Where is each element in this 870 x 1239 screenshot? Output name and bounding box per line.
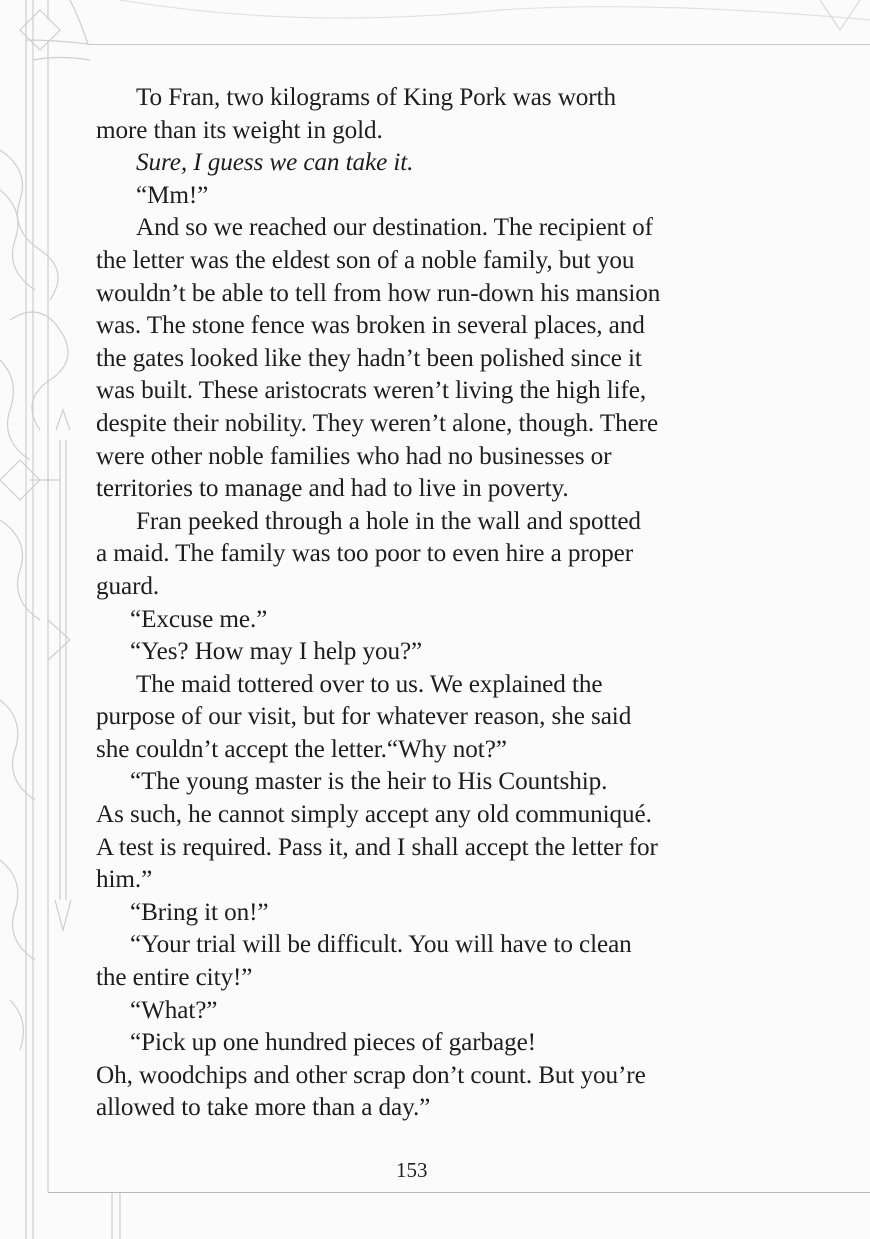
paragraph-3: “Mm!”: [136, 181, 209, 209]
page-number: 153: [396, 1158, 428, 1182]
paragraph-11: “Your trial will be difficult. You will have to clean the entire city!”: [96, 931, 632, 992]
paragraph-7: “Yes? How may I help you?”: [130, 638, 423, 666]
paragraph-8: The maid tottered over to us. We explained the purpose of our visit, but for whatever reason, she said she couldn’t accept the letter.“Why not?”: [96, 670, 632, 763]
paragraph-1: To Fran, two kilograms of King Pork was worth more than its weight in gold.: [96, 84, 616, 144]
paragraph-10: “Bring it on!”: [130, 898, 269, 926]
paragraph-4: And so we reached our destination. The recipient of the letter was the eldest son of a noble family, but you wouldn’t be able to tell from how run-down his mansion was. The stone fence was broken in several places, and the gates looked like they hadn’t been polished since it was built. These aristocrats weren’t living the high life, despite their nobility. They weren’t alone, though. There were other noble families who had no businesses or territories to manage and had to live in poverty.: [96, 214, 661, 503]
paragraph-13: “Pick up one hundred pieces of garbage! Oh, woodchips and other scrap don’t count. But you’re allowed to take more than a day.”: [96, 1029, 646, 1122]
paragraph-5: Fran peeked through a hole in the wall and spotted a maid. The family was too poor to even hire a proper guard.: [96, 507, 641, 600]
paragraph-2-italic-thought: Sure, I guess we can take it.: [136, 149, 414, 177]
page-frame-bottom-line: [48, 1192, 870, 1193]
paragraph-12: “What?”: [130, 996, 218, 1024]
paragraph-9: “The young master is the heir to His Countship. As such, he cannot simply accept any old communiqué. A test is required. Pass it, and I shall accept the letter for him.”: [96, 768, 658, 894]
page-body-text: [96, 82, 756, 1125]
page-frame-top-line: [88, 44, 870, 45]
paragraph-6: “Excuse me.”: [130, 605, 268, 633]
